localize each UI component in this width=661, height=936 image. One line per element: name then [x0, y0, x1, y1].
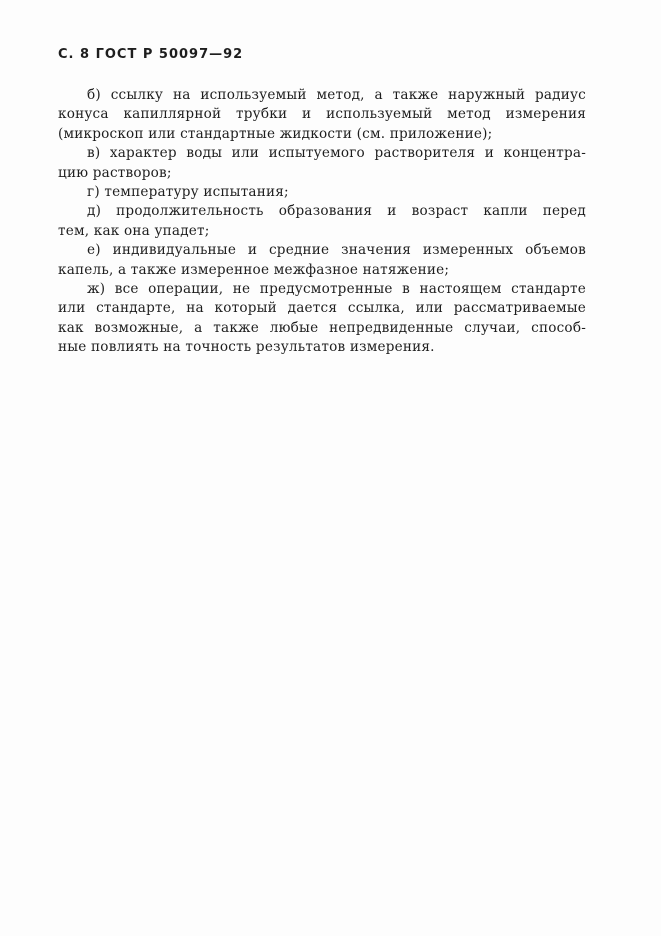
body-text	[58, 86, 586, 358]
text-line: ные повлиять на точность результатов измерения.	[58, 339, 435, 356]
text-line: е) индивидуальные и средние значения измеренных объемов	[87, 242, 586, 259]
text-line: в) характер воды или испытуемого растворителя и концентра-	[87, 145, 586, 162]
text-line: конуса капиллярной трубки и используемый метод измерения	[58, 106, 586, 123]
text-line: капель, а также измеренное межфазное натяжение;	[58, 261, 450, 278]
text-line: б) ссылку на используемый метод, а также наружный радиус	[87, 87, 586, 103]
text-line: г) температуру испытания;	[87, 184, 289, 201]
text-line: (микроскоп или стандартные жидкости (см. приложение);	[58, 125, 493, 142]
text-line: тем, как она упадет;	[58, 222, 210, 239]
text-line: ж) все операции, не предусмотренные в настоящем стандарте	[87, 281, 586, 298]
page-header: С. 8 ГОСТ Р 50097—92	[58, 47, 244, 62]
text-line: или стандарте, на который дается ссылка, или рассматриваемые	[58, 300, 586, 317]
text-line: д) продолжительность образования и возраст капли перед	[87, 203, 586, 220]
text-line: как возможные, а также любые непредвиденные случаи, способ-	[58, 319, 586, 336]
text-line: цию растворов;	[58, 164, 172, 181]
